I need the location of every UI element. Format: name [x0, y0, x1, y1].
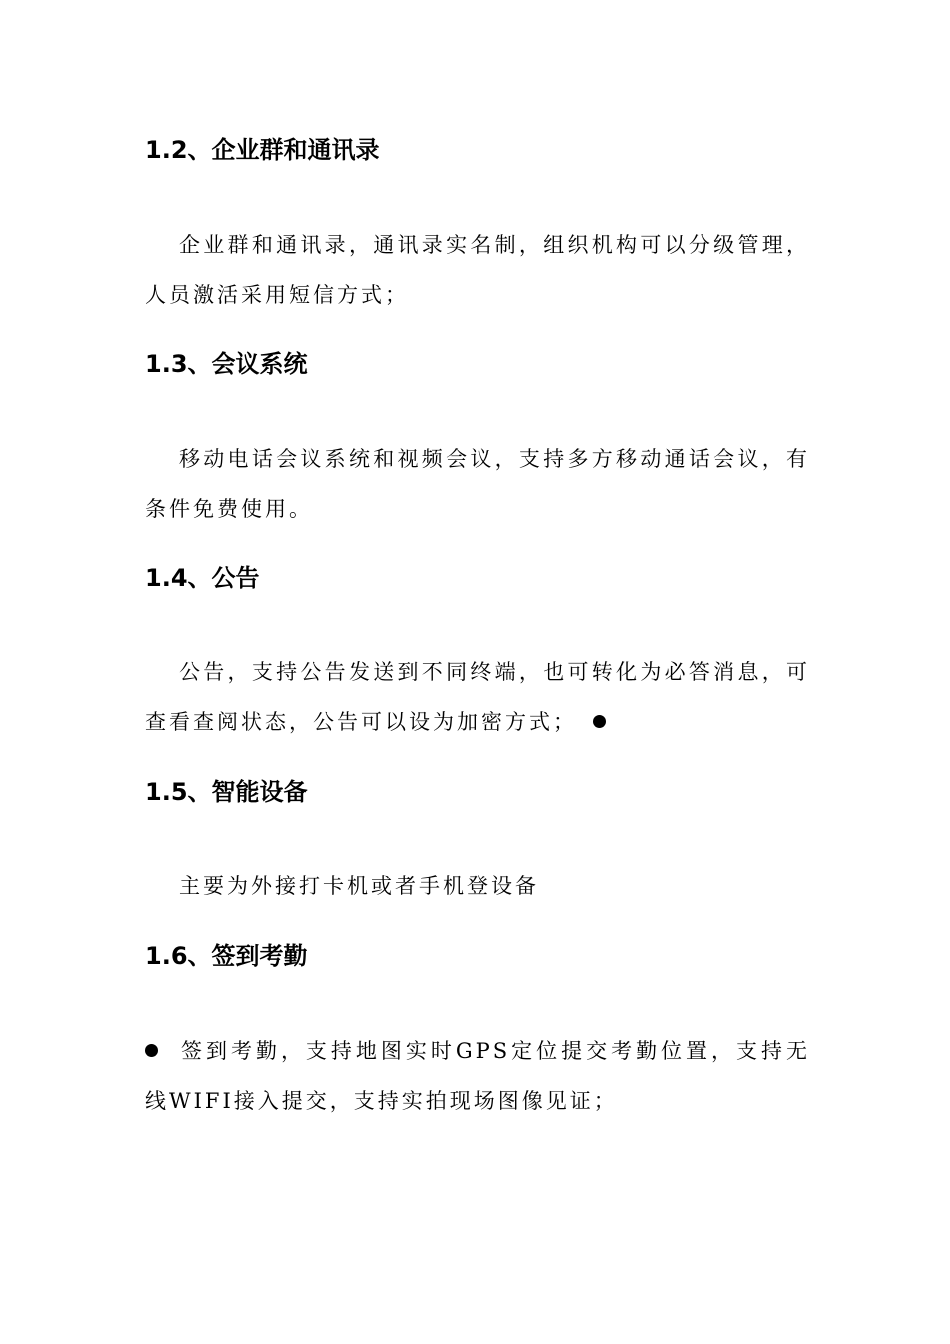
section-body-1-6	[145, 1026, 810, 1126]
section-heading-1-6: 1.6、签到考勤	[145, 942, 308, 970]
section-body-1-3	[145, 434, 810, 534]
section-body-1-4	[145, 647, 810, 747]
section-body-text: 企业群和通讯录，通讯录实名制，组织机构可以分级管理，人员激活采用短信方式；	[145, 233, 810, 307]
section-heading-1-3: 1.3、会议系统	[145, 350, 308, 378]
bullet-dot-icon	[593, 715, 606, 728]
section-heading-1-4: 1.4、公告	[145, 564, 260, 592]
section-body-text: 签到考勤，支持地图实时GPS定位提交考勤位置，支持无线WIFI接入提交，支持实拍现场图像见证；	[145, 1039, 810, 1113]
section-body-1-5	[145, 861, 810, 911]
section-body-text: 公告，支持公告发送到不同终端，也可转化为必答消息，可查看查阅状态，公告可以设为加密方式；	[145, 660, 810, 734]
section-body-1-2	[145, 220, 810, 320]
section-body-text: 主要为外接打卡机或者手机登设备	[179, 874, 539, 898]
section-heading-1-5: 1.5、智能设备	[145, 778, 308, 806]
section-body-text: 移动电话会议系统和视频会议，支持多方移动通话会议，有条件免费使用。	[145, 447, 810, 521]
section-heading-1-2: 1.2、企业群和通讯录	[145, 136, 380, 164]
bullet-dot-icon	[145, 1044, 158, 1057]
